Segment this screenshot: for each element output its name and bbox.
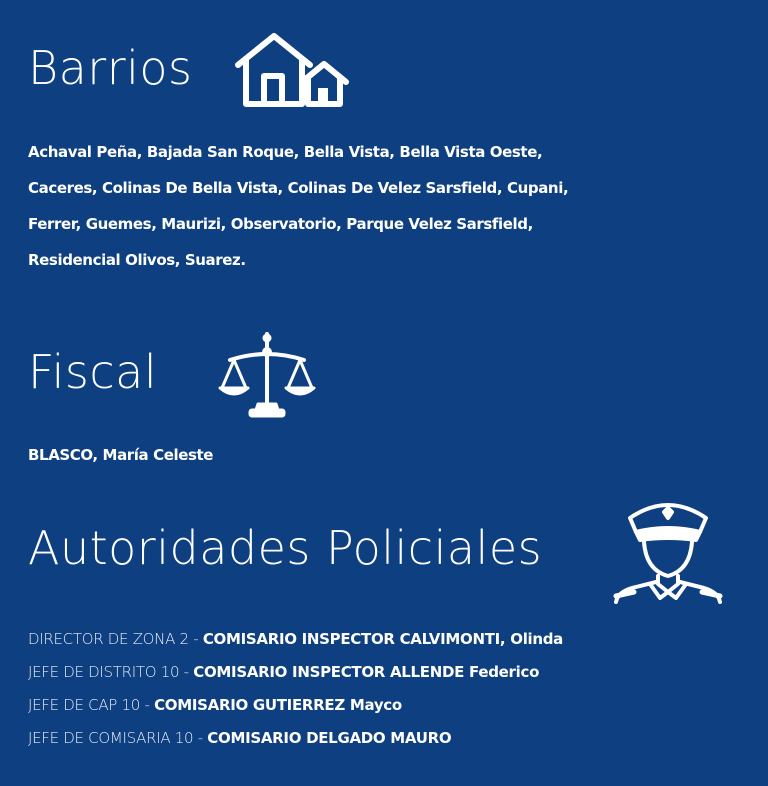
officer-name: COMISARIO GUTIERREZ Mayco xyxy=(154,696,402,714)
autoridades-title: Autoridades Policiales xyxy=(28,521,543,575)
list-item xyxy=(28,659,563,692)
police-officer-icon xyxy=(612,496,724,604)
barrios-title: Barrios xyxy=(28,41,193,95)
houses-icon xyxy=(232,30,350,110)
role-label: DIRECTOR DE ZONA 2 - xyxy=(28,630,203,648)
fiscal-name: BLASCO, María Celeste xyxy=(28,446,214,464)
role-label: JEFE DE DISTRITO 10 - xyxy=(28,663,194,681)
list-item xyxy=(28,725,563,758)
list-item xyxy=(28,692,563,725)
barrios-list: Achaval Peña, Bajada San Roque, Bella Vista, Bella Vista Oeste, Caceres, Colinas De Bella Vista, Colinas De Velez Sarsfield, Cupani, Ferrer, Guemes, Maurizi, Observatorio, Parque Velez Sarsfield, Residencial Olivos, Suarez. xyxy=(28,143,569,269)
role-label: JEFE DE COMISARIA 10 - xyxy=(28,729,208,747)
fiscal-title: Fiscal xyxy=(28,345,158,399)
scales-of-justice-icon xyxy=(218,330,316,420)
officer-name: COMISARIO INSPECTOR CALVIMONTI, Olinda xyxy=(202,630,564,648)
role-label: JEFE DE CAP 10 - xyxy=(28,696,155,714)
list-item xyxy=(28,626,563,659)
officer-name: COMISARIO DELGADO MAURO xyxy=(207,729,452,747)
officer-name: COMISARIO INSPECTOR ALLENDE Federico xyxy=(193,663,540,681)
autoridades-list xyxy=(28,626,563,758)
